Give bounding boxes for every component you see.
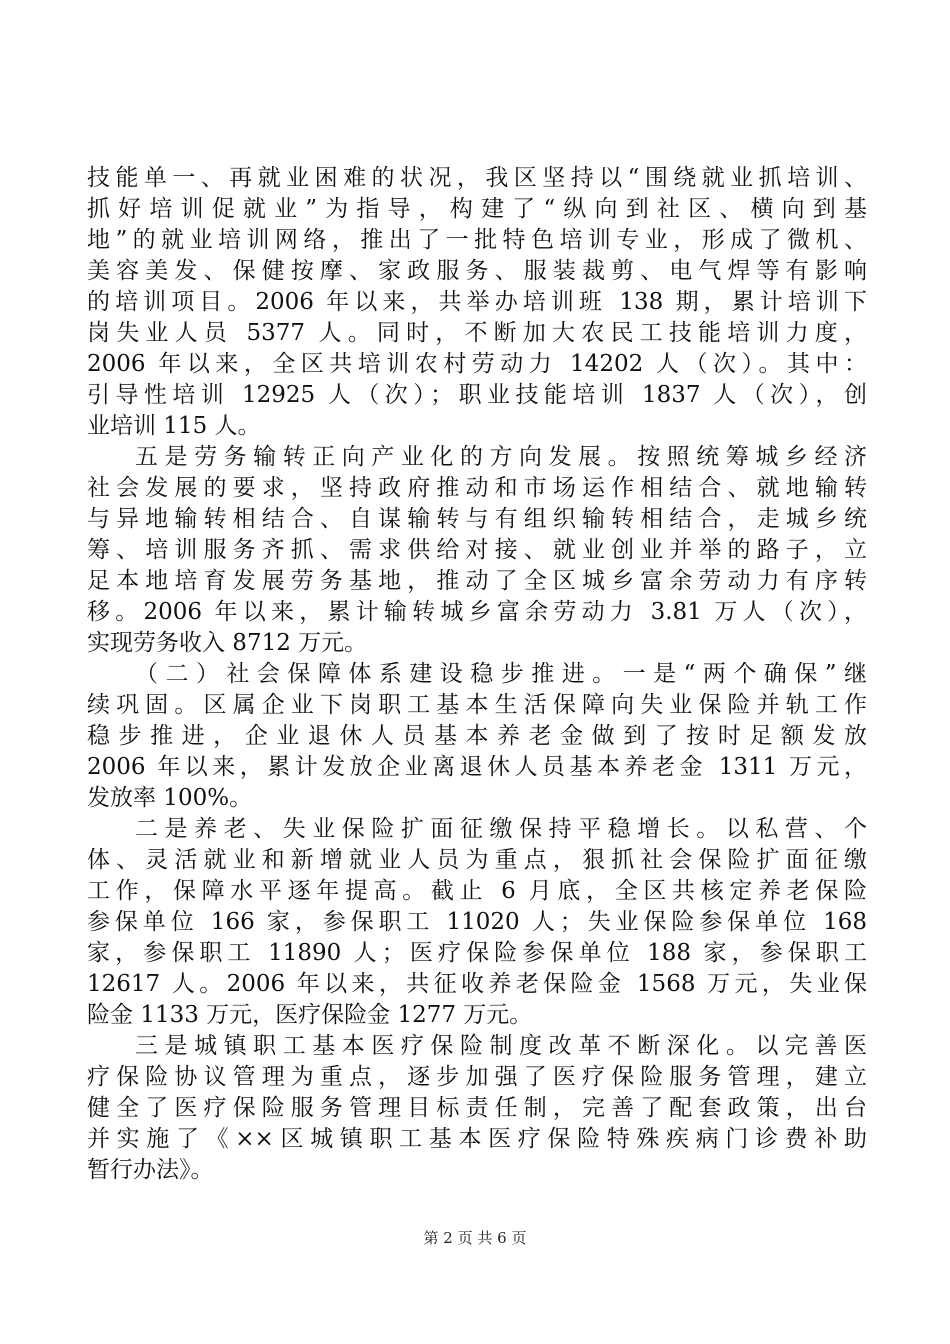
text-line: 引导性培训 12925 人（次）；职业技能培训 1837 人（次），创 <box>87 382 867 408</box>
text-line: 并实施了《××区城镇职工基本医疗保险特殊疾病门诊费补助 <box>87 1126 867 1152</box>
text-line: 美容美发、保健按摩、家政服务、服装裁剪、电气焊等有影响 <box>87 258 867 284</box>
text-line: 移。2006 年以来，累计输转城乡富余劳动力 3.81 万人（次）， <box>87 599 867 625</box>
text-line: 岗失业人员 5377 人。同时，不断加大农民工技能培训力度， <box>87 320 867 346</box>
text-line: 工作，保障水平逐年提高。截止 6 月底，全区共核定养老保险 <box>87 878 867 904</box>
text-line: 抓好培训促就业”为指导，构建了“纵向到社区、横向到基 <box>87 196 867 222</box>
text-line: 五是劳务输转正向产业化的方向发展。按照统筹城乡经济 <box>135 444 867 470</box>
text-line: 2006 年以来，全区共培训农村劳动力 14202 人（次）。其中： <box>87 351 867 377</box>
text-line: 稳步推进，企业退休人员基本养老金做到了按时足额发放 <box>87 723 867 749</box>
text-line: 体、灵活就业和新增就业人员为重点，狠抓社会保险扩面征缴 <box>87 847 867 873</box>
text-line: 发放率 100%。 <box>87 785 253 811</box>
text-line: 暂行办法》。 <box>87 1157 214 1183</box>
paragraph-medical-reform <box>87 1031 867 1186</box>
text-line: 筹、培训服务齐抓、需求供给对接、就业创业并举的路子，立 <box>87 537 867 563</box>
paragraph-insurance-growth <box>87 814 867 1031</box>
paragraph-labor-transfer <box>87 442 867 659</box>
text-line: 社会发展的要求，坚持政府推动和市场运作相结合、就地输转 <box>87 475 867 501</box>
text-line: 技能单一、再就业困难的状况，我区坚持以“围绕就业抓培训、 <box>87 165 867 191</box>
text-line: 参保单位 166 家，参保职工 11020 人；失业保险参保单位 168 <box>87 909 867 935</box>
text-line: 家，参保职工 11890 人；医疗保险参保单位 188 家，参保职工 <box>87 940 867 966</box>
text-line: 与异地输转相结合、自谋输转与有组织输转相结合，走城乡统 <box>87 506 867 532</box>
text-line: 2006 年以来，累计发放企业离退休人员基本养老金 1311 万元， <box>87 754 867 780</box>
text-line: 三是城镇职工基本医疗保险制度改革不断深化。以完善医 <box>135 1033 867 1059</box>
paragraph-training <box>87 163 867 442</box>
document-body <box>87 163 867 1186</box>
text-line: （二）社会保障体系建设稳步推进。一是“两个确保”继 <box>135 661 867 687</box>
text-line: 足本地培育发展劳务基地，推动了全区城乡富余劳动力有序转 <box>87 568 867 594</box>
text-line: 疗保险协议管理为重点，逐步加强了医疗保险服务管理，建立 <box>87 1064 867 1090</box>
text-line: 地”的就业培训网络，推出了一批特色培训专业，形成了微机、 <box>87 227 867 253</box>
text-line: 12617 人。2006 年以来，共征收养老保险金 1568 万元，失业保 <box>87 971 867 997</box>
text-line: 二是养老、失业保险扩面征缴保持平稳增长。以私营、个 <box>135 816 867 842</box>
text-line: 的培训项目。2006 年以来，共举办培训班 138 期，累计培训下 <box>87 289 867 315</box>
text-line: 险金 1133 万元，医疗保险金 1277 万元。 <box>87 1002 533 1028</box>
text-line: 业培训 115 人。 <box>87 413 261 439</box>
text-line: 健全了医疗保险服务管理目标责任制，完善了配套政策，出台 <box>87 1095 867 1121</box>
text-line: 实现劳务收入 8712 万元。 <box>87 630 368 656</box>
text-line: 续巩固。区属企业下岗职工基本生活保障向失业保险并轨工作 <box>87 692 867 718</box>
page-footer: 第 2 页 共 6 页 <box>423 1229 527 1247</box>
paragraph-social-security <box>87 659 867 814</box>
